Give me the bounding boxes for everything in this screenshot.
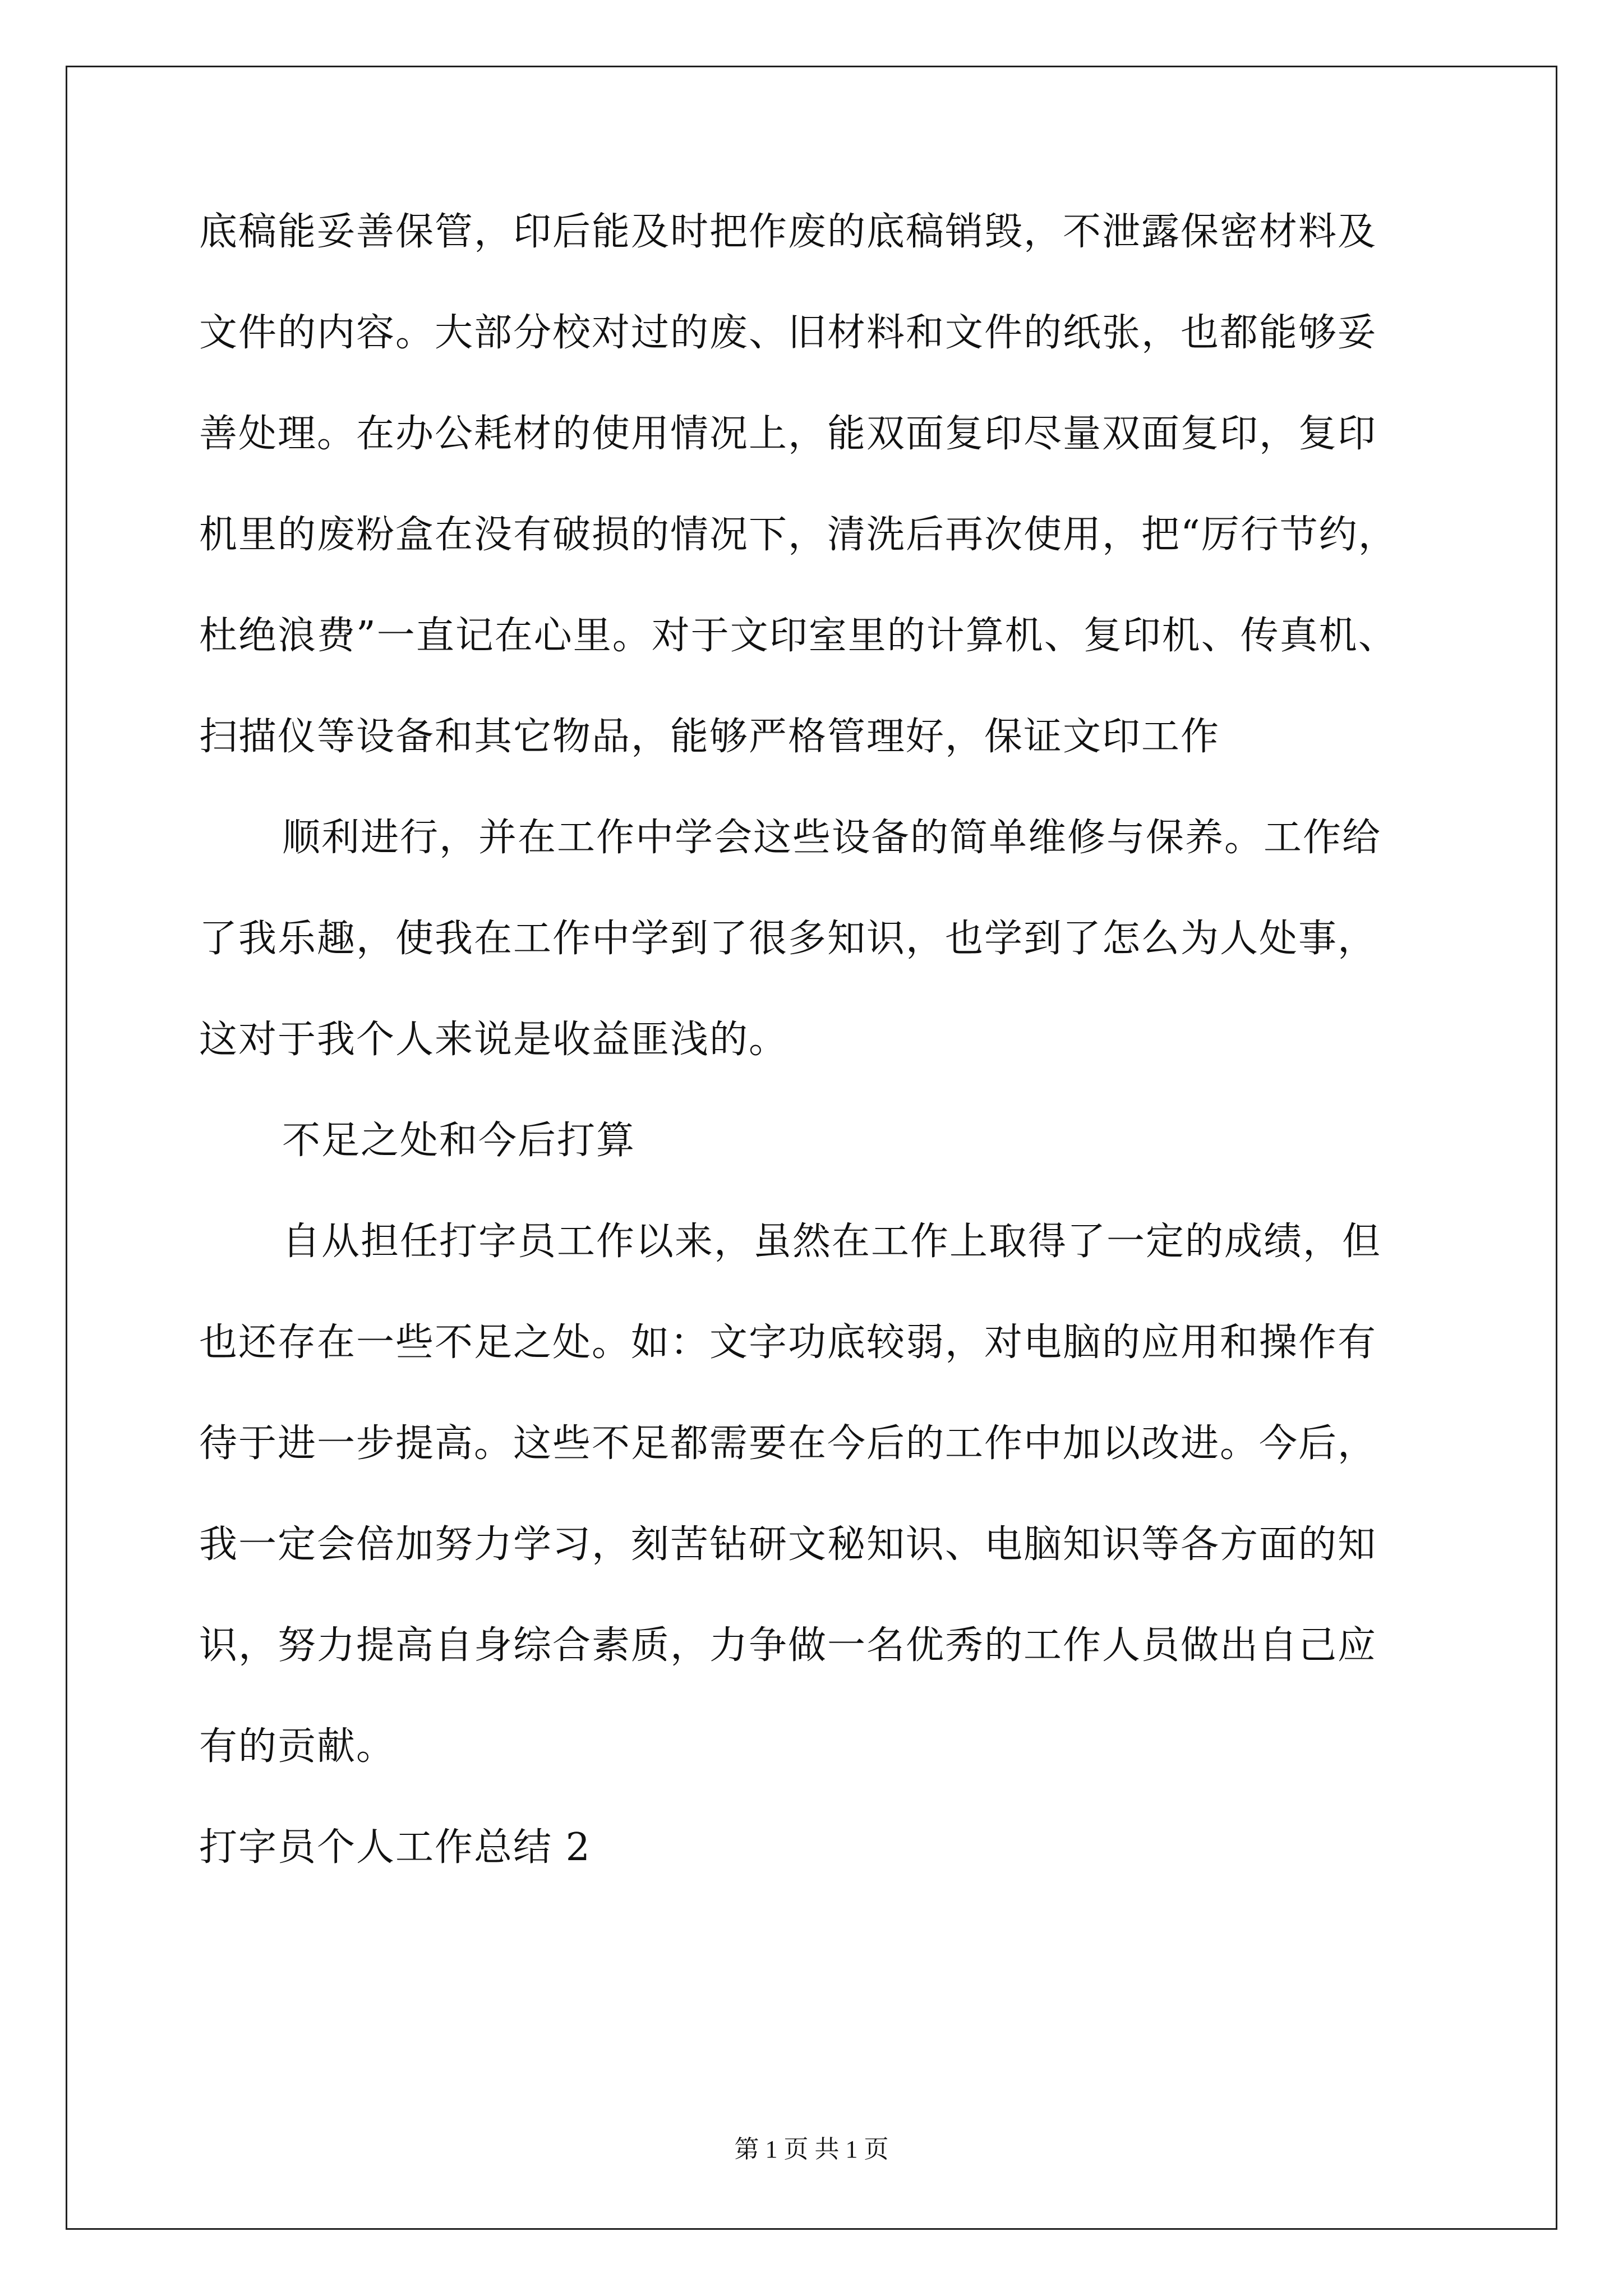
paragraph-line: 有的贡献。: [199, 1724, 396, 1769]
paragraph-line: 顺利进行，并在工作中学会这些设备的简单维修与保养。工作给: [282, 816, 1382, 860]
paragraph-line: 文件的内容。大部分校对过的废、旧材料和文件的纸张，也都能够妥: [199, 311, 1377, 355]
paragraph-line: 杜绝浪费”一直记在心里。对于文印室里的计算机、复印机、传真机、: [199, 614, 1398, 658]
document-title: 打字员个人工作总结 2: [199, 1825, 591, 1870]
paragraph-line: 机里的废粉盒在没有破损的情况下，清洗后再次使用，把“厉行节约，: [199, 513, 1398, 557]
paragraph-line: 我一定会倍加努力学习，刻苦钻研文秘知识、电脑知识等各方面的知: [199, 1522, 1377, 1567]
paragraph-line: 这对于我个人来说是收益匪浅的。: [199, 1018, 789, 1062]
paragraph-line: 扫描仪等设备和其它物品，能够严格管理好，保证文印工作: [199, 715, 1220, 759]
paragraph-line: 了我乐趣，使我在工作中学到了很多知识，也学到了怎么为人处事，: [199, 917, 1377, 961]
paragraph-line: 也还存在一些不足之处。如：文字功底较弱，对电脑的应用和操作有: [199, 1320, 1377, 1365]
page-footer: 第 1 页 共 1 页: [734, 2136, 889, 2163]
paragraph-line: 识，努力提高自身综合素质，力争做一名优秀的工作人员做出自己应: [199, 1623, 1377, 1668]
paragraph-line: 待于进一步提高。这些不足都需要在今后的工作中加以改进。今后，: [199, 1421, 1377, 1466]
paragraph-line: 善处理。在办公耗材的使用情况上，能双面复印尽量双面复印，复印: [199, 412, 1377, 456]
paragraph-line: 底稿能妥善保管，印后能及时把作废的底稿销毁，不泄露保密材料及: [199, 210, 1377, 254]
section-heading: 不足之处和今后打算: [282, 1119, 636, 1163]
paragraph-line: 自从担任打字员工作以来，虽然在工作上取得了一定的成绩，但: [282, 1220, 1382, 1264]
